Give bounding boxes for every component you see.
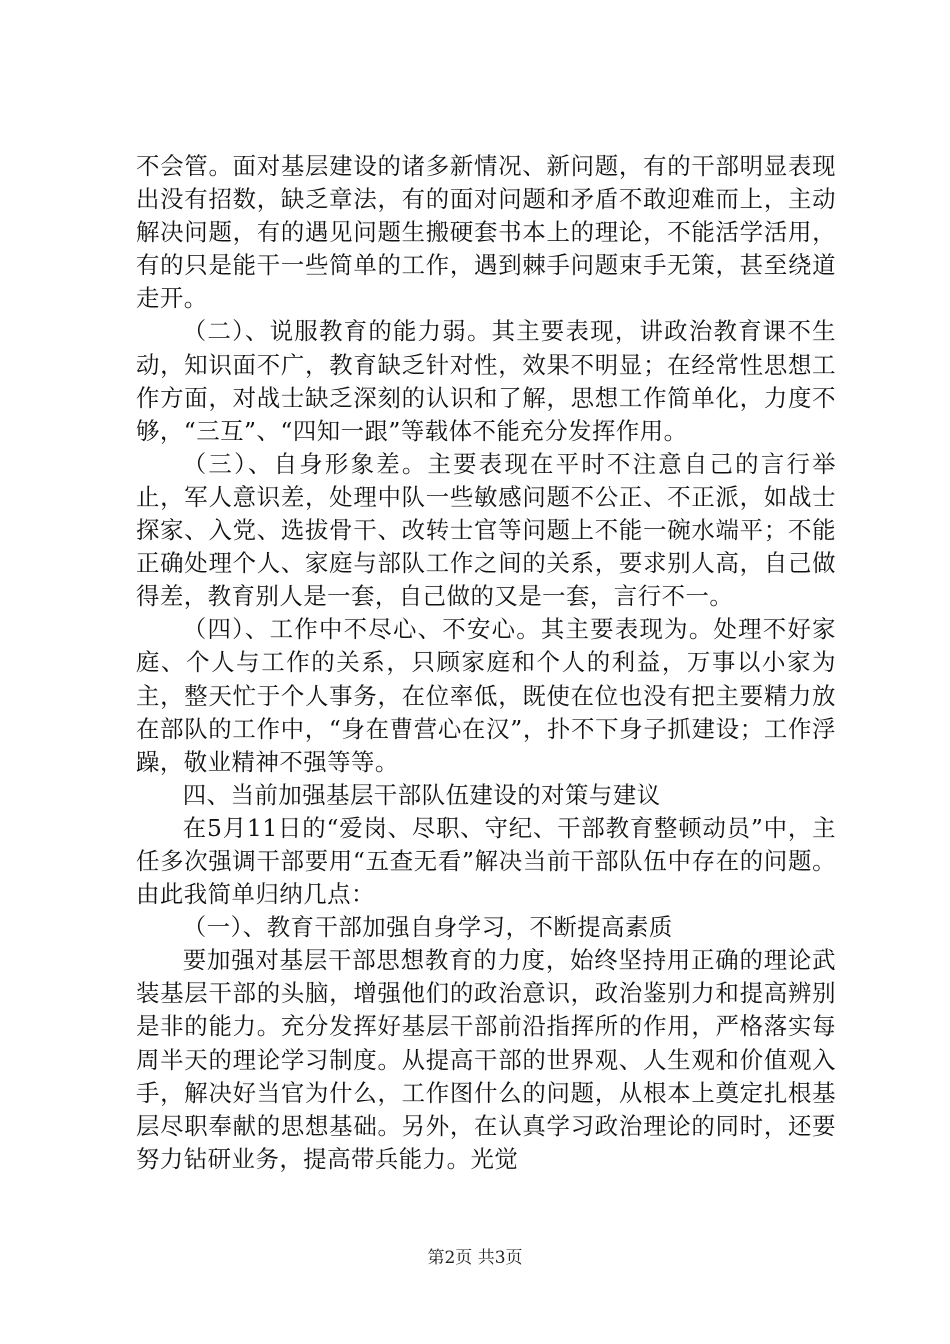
- page-footer: 第2页 共3页: [427, 1248, 523, 1268]
- section-heading-4: 四、当前加强基层干部队伍建设的对策与建议: [182, 780, 661, 809]
- subsection-heading-1: （一）、教育干部加强自身学习，不断提高素质: [182, 913, 673, 942]
- document-body: [136, 150, 836, 1176]
- paragraph-item-3: （三）、自身形象差。主要表现在平时不注意自己的言行举止，军人意识差，处理中队一些敏感问题不公正、不正派，如战士探家、入党、选拔骨干、改转士官等问题上不能一碗水端平；不能正确处理个人、家庭与部队工作之间的关系，要求别人高，自己做得差，教育别人是一套，自己做的又是一套，言行不一。: [136, 449, 836, 611]
- paragraph-item-2: （二）、说服教育的能力弱。其主要表现，讲政治教育课不生动，知识面不广，教育缺乏针对性，效果不明显；在经常性思想工作方面，对战士缺乏深刻的认识和了解，思想工作简单化，力度不够，“三互”、“四知一跟”等载体不能充分发挥作用。: [136, 317, 836, 445]
- paragraph-body: 要加强对基层干部思想教育的力度，始终坚持用正确的理论武装基层干部的头脑，增强他们的政治意识，政治鉴别力和提高辨别是非的能力。充分发挥好基层干部前沿指挥所的作用，严格落实每周半天的理论学习制度。从提高干部的世界观、人生观和价值观入手，解决好当官为什么，工作图什么的问题，从根本上奠定扎根基层尽职奉献的思想基础。另外，在认真学习政治理论的同时，还要努力钻研业务，提高带兵能力。光觉: [136, 946, 836, 1173]
- paragraph-item-4: （四）、工作中不尽心、不安心。其主要表现为。处理不好家庭、个人与工作的关系，只顾家庭和个人的利益，万事以小家为主，整天忙于个人事务，在位率低，既使在位也没有把主要精力放在部队的工作中，“身在曹营心在汉”，扑不下身子抓建设；工作浮躁，敬业精神不强等等。: [136, 615, 836, 776]
- paragraph-intro: 在5月11日的“爱岗、尽职、守纪、干部教育整顿动员”中，主任多次强调干部要用“五查无看”解决当前干部队伍中存在的问题。由此我简单归纳几点：: [136, 813, 836, 909]
- paragraph-continuation: 不会管。面对基层建设的诸多新情况、新问题，有的干部明显表现出没有招数，缺乏章法，有的面对问题和矛盾不敢迎难而上，主动解决问题，有的遇见问题生搬硬套书本上的理论，不能活学活用，有的只是能干一些简单的工作，遇到棘手问题束手无策，甚至绕道走开。: [136, 152, 836, 313]
